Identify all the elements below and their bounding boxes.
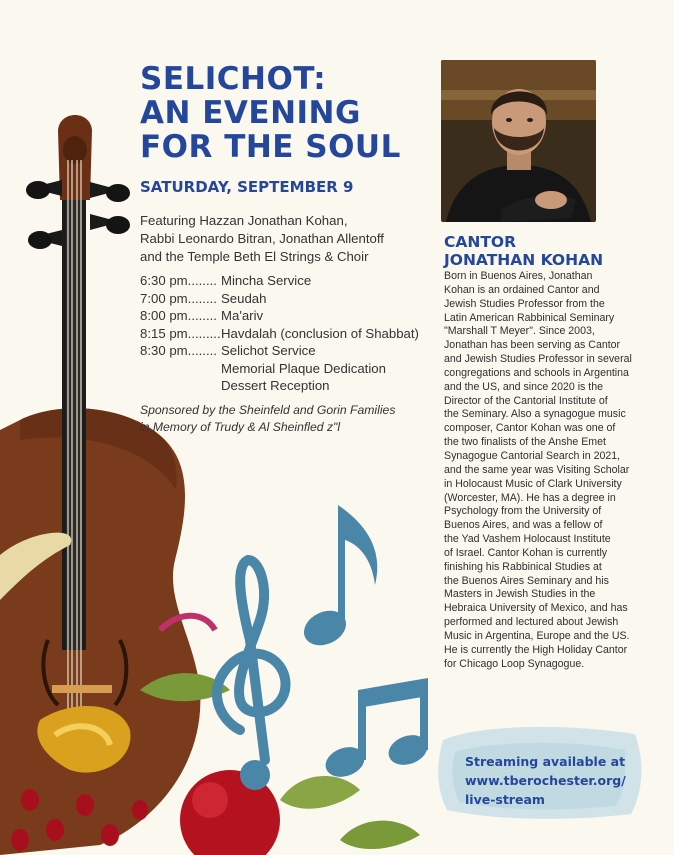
bio-line: Jonathan has been serving as Cantor — [444, 339, 621, 352]
streaming-url-path[interactable]: live-stream — [465, 792, 545, 807]
bio-line: Jewish Studies Professor from the — [444, 297, 605, 310]
featuring-line: and the Temple Beth El Strings & Choir — [140, 249, 369, 264]
bio-line: Kohan is an ordained Cantor and — [444, 283, 600, 296]
bio-line: Buenos Aires, and was a fellow of — [444, 519, 603, 532]
bio-line: the Yad Vashem Holocaust Institute — [444, 533, 611, 546]
bio-line: Hebraica University of Mexico, and has — [444, 602, 628, 615]
sponsor-line: Sponsored by the Sheinfeld and Gorin Families — [140, 403, 396, 417]
cantor-bio — [444, 270, 659, 671]
event-title — [140, 62, 440, 164]
event-date: SATURDAY, SEPTEMBER 9 — [140, 178, 354, 196]
title-line: AN EVENING — [140, 95, 361, 131]
streaming-line: Streaming available at — [465, 754, 626, 769]
schedule-time: 8:00 pm........ — [140, 308, 217, 323]
bio-line: of Israel. Cantor Kohan is currently — [444, 546, 608, 559]
bio-line: the two finalists of the Anshe Emet — [444, 436, 606, 449]
schedule-event: Havdalah (conclusion of Shabbat) — [221, 325, 419, 341]
featuring-text — [140, 212, 440, 266]
beamed-notes — [321, 678, 431, 782]
schedule-event: Seudah — [221, 290, 267, 306]
streaming-url[interactable]: www.tberochester.org/ — [465, 773, 626, 788]
cantor-heading-line: JONATHAN KOHAN — [444, 251, 604, 269]
bio-line: in Holocaust Music of Clark University — [444, 477, 622, 490]
bio-line: for Chicago Loop Synagogue. — [444, 657, 585, 670]
schedule-row — [140, 290, 440, 308]
featuring-line: Rabbi Leonardo Bitran, Jonathan Allentoff — [140, 231, 384, 246]
bio-line: Director of the Cantorial Institute of — [444, 394, 608, 407]
bio-line: Synagogue Cantorial Search in 2021, — [444, 449, 621, 462]
cantor-heading — [444, 233, 603, 269]
bio-line: He is currently the High Holiday Cantor — [444, 643, 628, 656]
schedule-time: 8:30 pm........ — [140, 343, 217, 358]
schedule-time: 6:30 pm........ — [140, 273, 217, 288]
bio-line: Born in Buenos Aires, Jonathan — [444, 270, 593, 282]
title-line: FOR THE SOUL — [140, 129, 401, 165]
schedule-event: Mincha Service — [221, 273, 312, 288]
bio-line: Music in Argentina, Europe and the US. — [444, 629, 630, 642]
featuring-line: Featuring Hazzan Jonathan Kohan, — [140, 213, 348, 228]
bio-line: "Marshall T Meyer". Since 2003, — [444, 325, 595, 338]
bio-line: and Jewish Studies Professor in several — [444, 353, 632, 366]
title-line: SELICHOT: — [140, 61, 327, 97]
streaming-info — [465, 752, 655, 809]
bio-line: the Buenos Aires Seminary and his — [444, 574, 609, 587]
bio-line: performed and lectured about Jewish — [444, 616, 619, 629]
bio-line: congregations and schools in Argentina — [444, 366, 629, 379]
schedule — [140, 272, 440, 395]
schedule-time: 8:15 pm......... — [140, 325, 221, 341]
schedule-row — [140, 342, 440, 395]
schedule-event: Ma'ariv — [221, 308, 264, 323]
bio-line: composer, Cantor Kohan was one of — [444, 422, 616, 435]
bio-line: finishing his Rabbinical Studies at — [444, 560, 602, 573]
bio-line: Psychology from the University of — [444, 505, 602, 518]
schedule-event: Selichot Service Memorial Plaque Dedication Dessert Reception — [221, 343, 386, 393]
schedule-row — [140, 272, 440, 290]
bio-line: Latin American Rabbinical Seminary — [444, 311, 615, 324]
bio-line: and the same year was Visiting Scholar — [444, 463, 630, 476]
schedule-row — [140, 307, 440, 325]
sponsor-line: in Memory of Trudy & Al Sheinfled z"l — [140, 420, 341, 434]
bio-line: (Worcester, MA). He has a degree in — [444, 491, 616, 504]
cantor-heading-line: CANTOR — [444, 233, 517, 251]
cantor-photo — [441, 60, 596, 222]
sponsor-note — [140, 402, 440, 436]
schedule-row — [140, 325, 440, 343]
bio-line: and the US, and since 2020 is the — [444, 380, 604, 393]
bio-line: Masters in Jewish Studies in the — [444, 588, 596, 601]
schedule-time: 7:00 pm........ — [140, 290, 217, 306]
bio-line: the Seminary. Also a synagogue music — [444, 408, 626, 421]
treble-clef — [217, 560, 286, 785]
music-note — [298, 505, 377, 652]
